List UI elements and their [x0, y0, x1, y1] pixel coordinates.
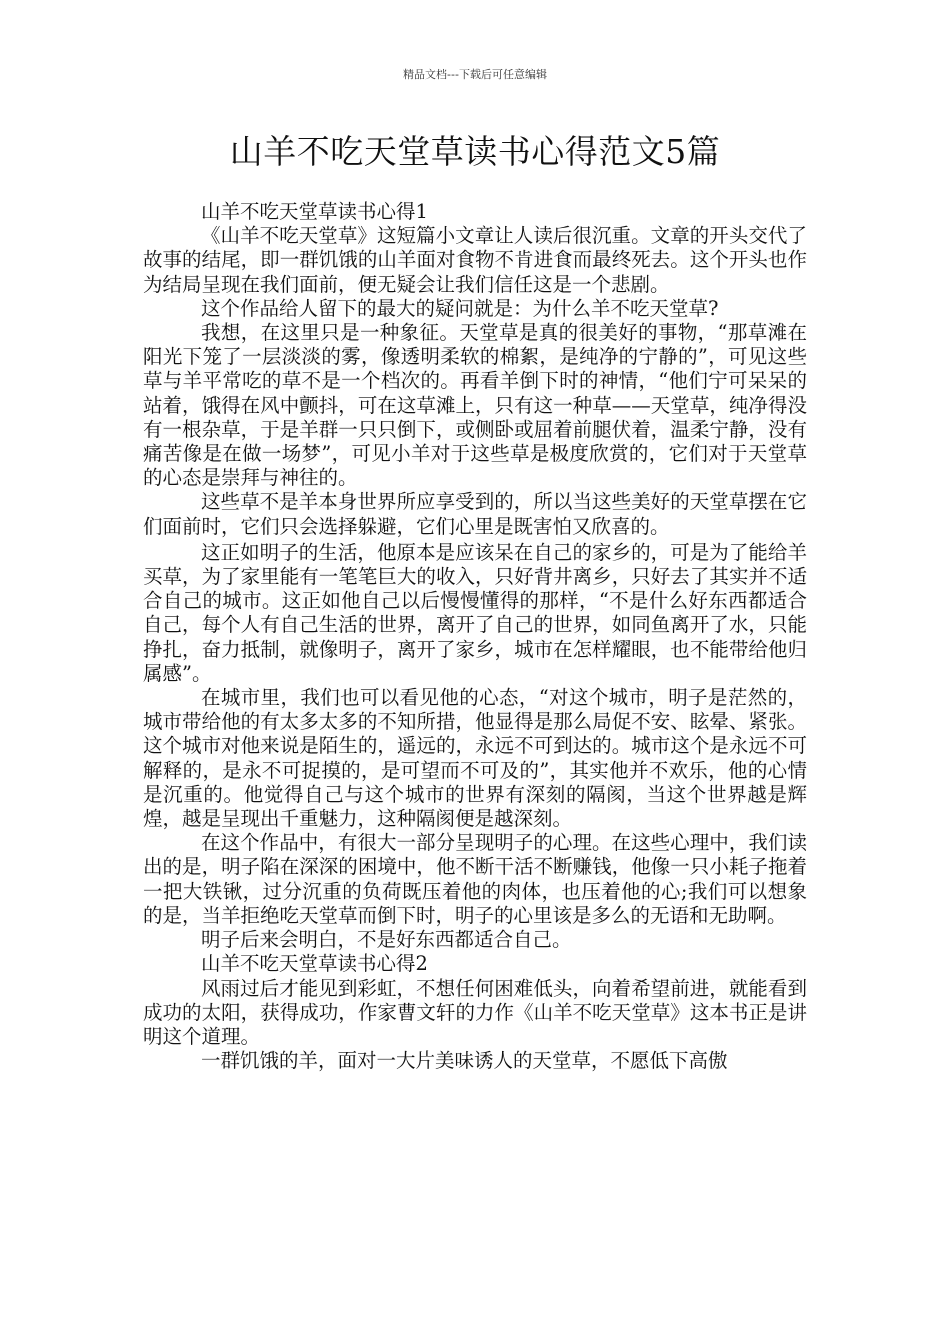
paragraph: 一群饥饿的羊，面对一大片美味诱人的天堂草，不愿低下高傲 [201, 1049, 728, 1073]
paragraph: 风雨过后才能见到彩虹，不想任何困难低头，向着希望前进，就能看到成功的太阳，获得成功，作家曹文轩的力作《山羊不吃天堂草》这本书正是讲明这个道理。 [143, 976, 807, 1048]
paragraph: 在城市里，我们也可以看见他的心态，“对这个城市，明子是茫然的，城市带给他的有太多太多的不知所措，他显得是那么局促不安、眩晕、紧张。这个城市对他来说是陌生的，遥远的，永远不可到达的。城市这个是永远不可解释的，是永不可捉摸的，是可望而不可及的”，其实他并不欢乐，他的心情是沉重的。他觉得自己与这个城市的世界有深刻的隔阂，当这个世界越是辉煌，越是呈现出千重魅力，这种隔阂便是越深刻。 [143, 686, 807, 831]
section-heading-2: 山羊不吃天堂草读书心得2 [201, 952, 428, 976]
paragraph: 《山羊不吃天堂草》这短篇小文章让人读后很沉重。文章的开头交代了故事的结尾，即一群饥饿的山羊面对食物不肯进食而最终死去。这个开头也作为结局呈现在我们面前，便无疑会让我们信任这是一个悲剧。 [143, 224, 807, 296]
paragraph: 我想，在这里只是一种象征。天堂草是真的很美好的事物，“那草滩在阳光下笼了一层淡淡的雾，像透明柔软的棉絮，是纯净的宁静的”，可见这些草与羊平常吃的草不是一个档次的。再看羊倒下时的神情，“他们宁可呆呆的站着，饿得在风中颤抖，可在这草滩上，只有这一种草——天堂草，纯净得没有一根杂草，于是羊群一只只倒下，或侧卧或屈着前腿伏着，温柔宁静，没有痛苦像是在做一场梦”，可见小羊对于这些草是极度欣赏的，它们对于天堂草的心态是崇拜与神往的。 [143, 321, 807, 490]
section-heading-1: 山羊不吃天堂草读书心得1 [201, 200, 428, 223]
document-body [143, 200, 807, 1073]
paragraph: 在这个作品中，有很大一部分呈现明子的心理。在这些心理中，我们读出的是，明子陷在深深的困境中，他不断干活不断赚钱，他像一只小耗子拖着一把大铁锹，过分沉重的负荷既压着他的肉体，也压着他的心;我们可以想象的是，当羊拒绝吃天堂草而倒下时，明子的心里该是多么的无语和无助啊。 [143, 831, 807, 927]
paragraph: 这个作品给人留下的最大的疑问就是：为什么羊不吃天堂草? [201, 296, 719, 320]
document-title: 山羊不吃天堂草读书心得范文5篇 [229, 132, 721, 171]
paragraph: 这些草不是羊本身世界所应享受到的，所以当这些美好的天堂草摆在它们面前时，它们只会选择躲避，它们心里是既害怕又欣喜的。 [143, 490, 807, 538]
paragraph: 这正如明子的生活，他原本是应该呆在自己的家乡的，可是为了能给羊买草，为了家里能有一笔笔巨大的收入，只好背井离乡，只好去了其实并不适合自己的城市。这正如他自己以后慢慢懂得的那样，“不是什么好东西都适合自己，每个人有自己生活的世界，离开了自己的世界，如同鱼离开了水，只能挣扎，奋力抵制，就像明子，离开了家乡，城市在怎样耀眼，也不能带给他归属感”。 [143, 540, 807, 685]
header-note: 精品文档---下载后可任意编辑 [403, 68, 547, 81]
paragraph: 明子后来会明白，不是好东西都适合自己。 [201, 928, 572, 952]
